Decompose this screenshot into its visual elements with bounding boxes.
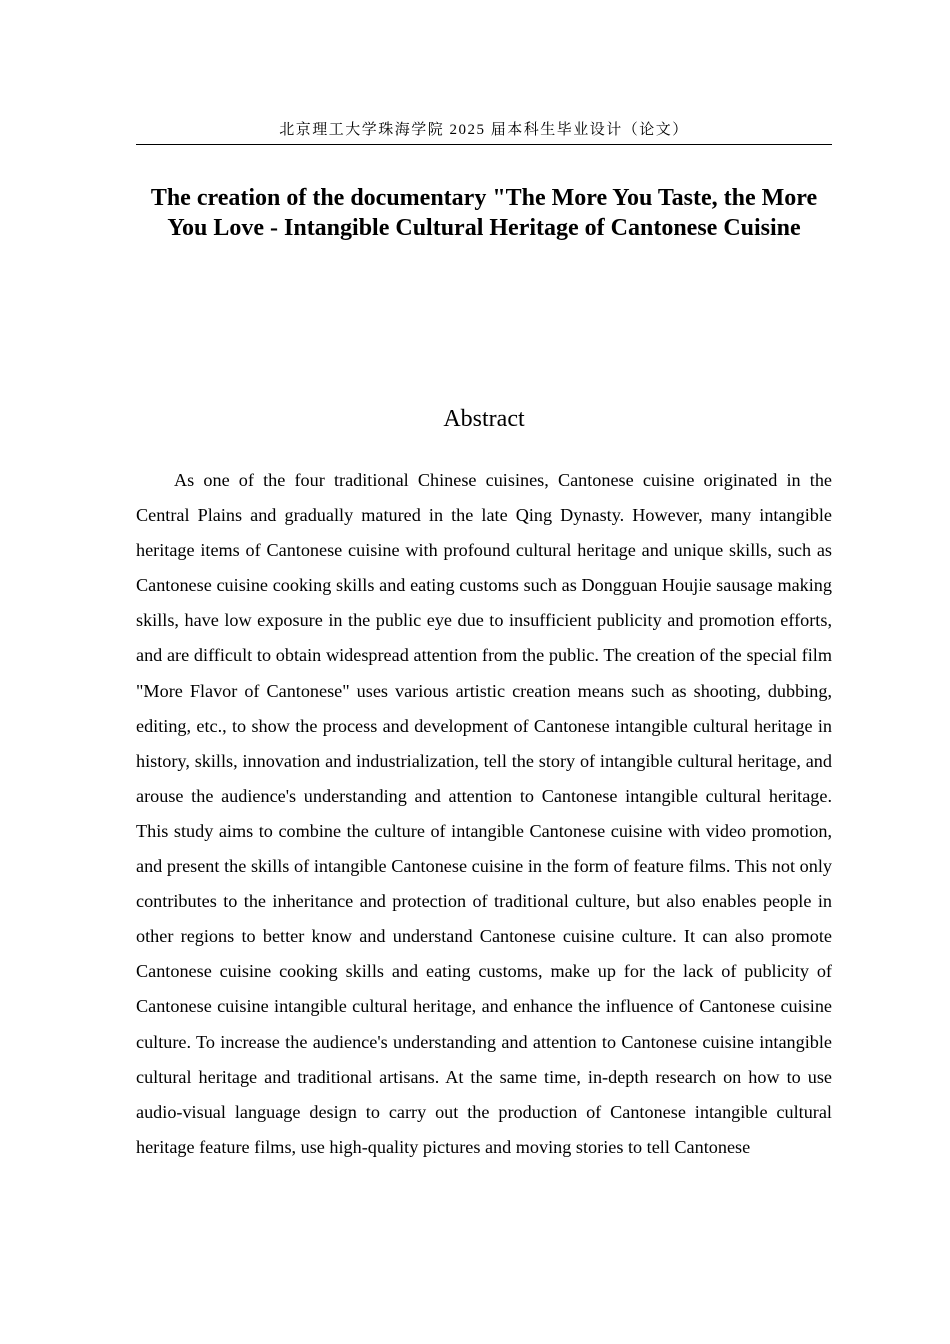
paper-title: The creation of the documentary "The More You Taste, the More You Love - Intangible Cultural Heritage of Cantonese Cuisine: [150, 185, 818, 241]
abstract-heading: Abstract: [443, 406, 525, 432]
page-header: 北京理工大学珠海学院 2025 届本科生毕业设计（论文）: [136, 118, 832, 145]
abstract-body: As one of the four traditional Chinese cuisines, Cantonese cuisine originated in the Central Plains and gradually matured in the late Qing Dynasty. However, many intangible heritage items of Cantonese cuisine with profound cultural heritage and unique skills, such as Cantonese cuisine cooking skills and eating customs such as Dongguan Houjie sausage making skills, have low exposure in the public eye due to insufficient publicity and promotion efforts, and are difficult to obtain widespread attention from the public. The creation of the special film "More Flavor of Cantonese" uses various artistic creation means such as shooting, dubbing, editing, etc., to show the process and development of Cantonese intangible cultural heritage in history, skills, innovation and industrialization, tell the story of intangible cultural heritage, and arouse the audience's understanding and attention to Cantonese intangible cultural heritage. This study aims to combine the culture of intangible Cantonese cuisine with video promotion, and present the skills of intangible Cantonese cuisine in the form of feature films. This not only contributes to the inheritance and protection of traditional culture, but also enables people in other regions to better know and understand Cantonese cuisine culture. It can also promote Cantonese cuisine cooking skills and eating customs, make up for the lack of publicity of Cantonese cuisine intangible cultural heritage, and enhance the influence of Cantonese cuisine culture. To increase the audience's understanding and attention to Cantonese cuisine intangible cultural heritage and traditional artisans. At the same time, in-depth research on how to use audio-visual language design to carry out the production of Cantonese intangible cultural heritage feature films, use high-quality pictures and moving stories to tell Cantonese: [136, 470, 832, 1157]
